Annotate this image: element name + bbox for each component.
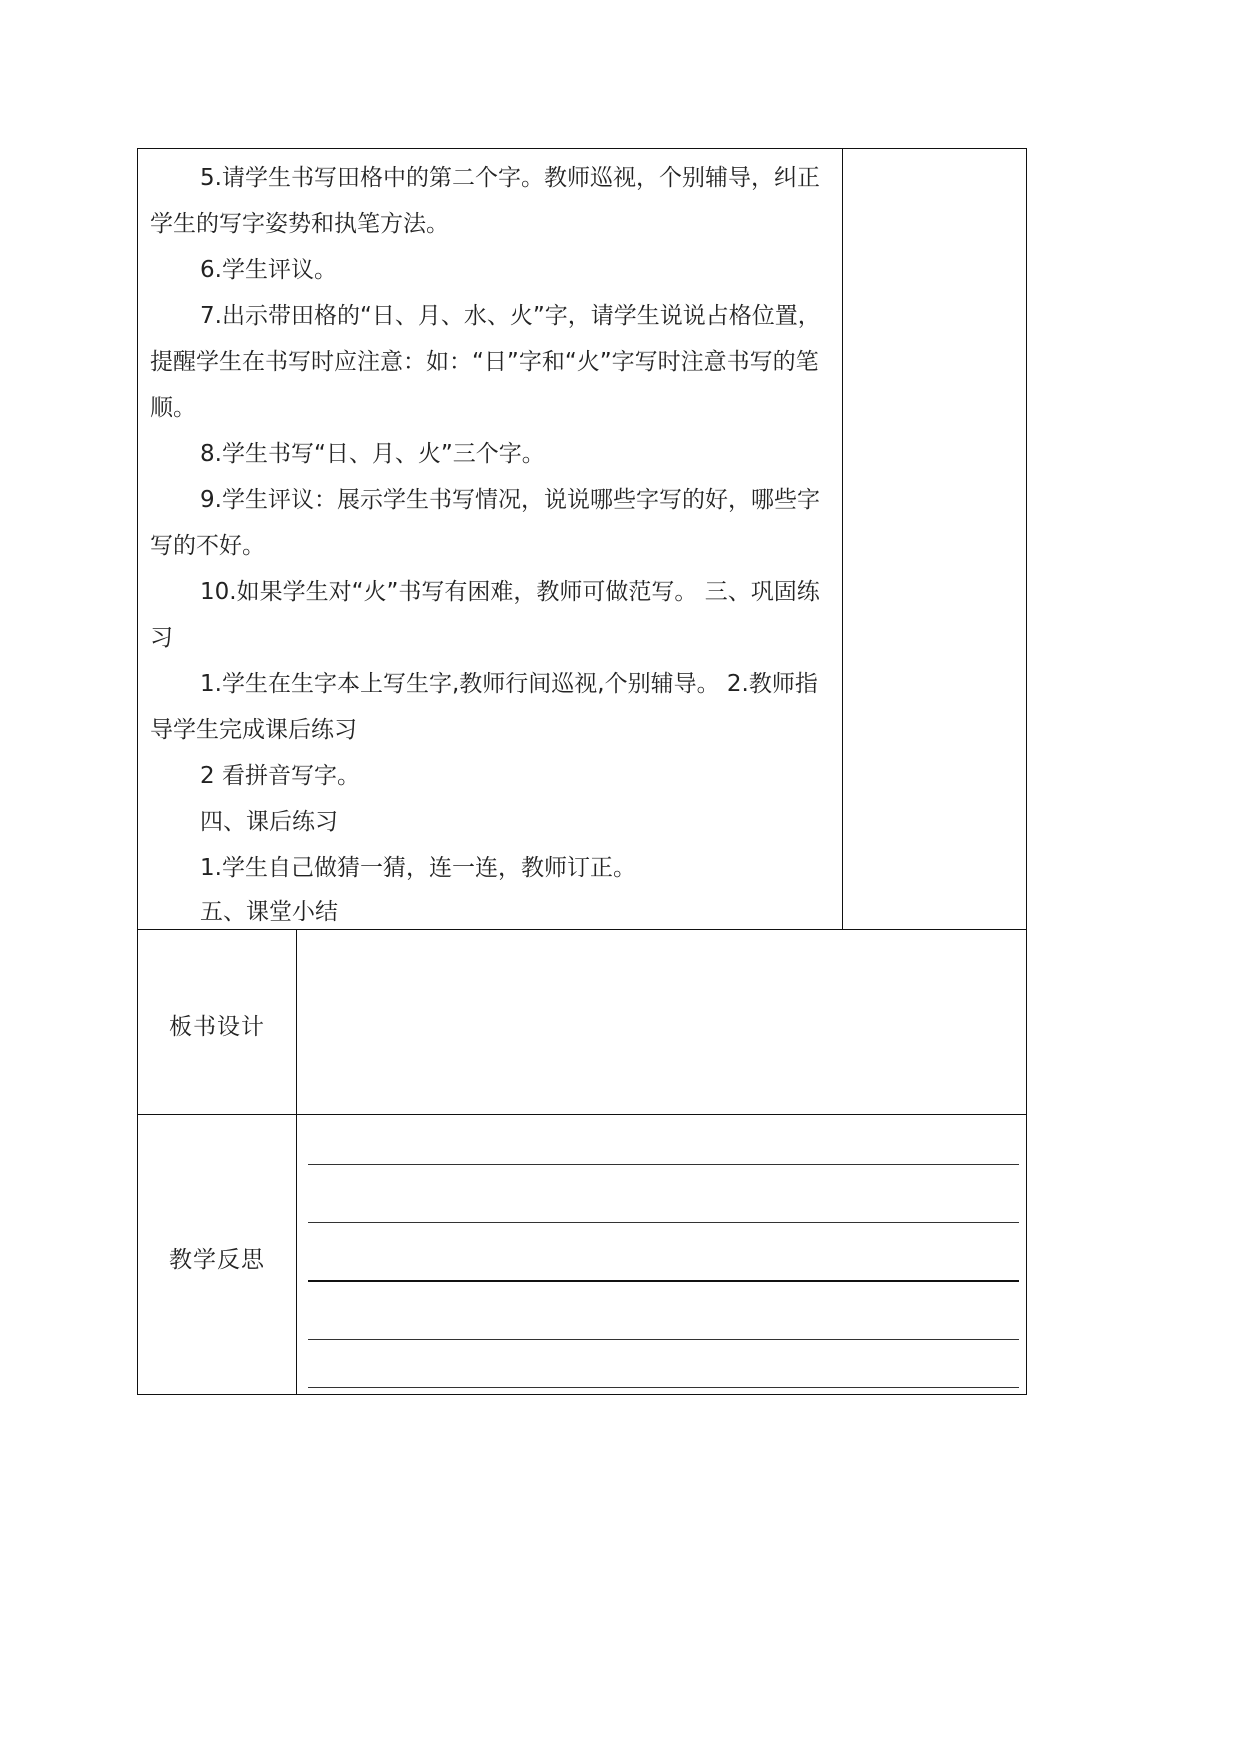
lesson-step-7: 7.出示带田格的“日、月、水、火”字，请学生说说占格位置，提醒学生在书写时应注意：如：“日”字和“火”字写时注意书写的笔顺。 (150, 303, 821, 421)
homework-step-1: 1.学生自己做猜一猜，连一连，教师订正。 (200, 855, 636, 881)
section-homework-heading: 四、课后练习 (200, 809, 338, 835)
lesson-step-9: 9.学生评议：展示学生书写情况，说说哪些字写的好，哪些字写的不好。 (150, 487, 820, 559)
reflection-label: 教学反思 (169, 1247, 265, 1273)
row-divider-reflection (137, 1114, 1027, 1115)
reflection-writing-line (308, 1339, 1019, 1340)
practice-step-2: 2 看拼音写字。 (200, 763, 360, 789)
lesson-step-6: 6.学生评议。 (200, 257, 337, 283)
section-summary-heading: 五、课堂小结 (200, 899, 338, 925)
reflection-writing-line (308, 1164, 1019, 1165)
reflection-writing-line (308, 1387, 1019, 1388)
board-design-label: 板书设计 (169, 1014, 265, 1040)
lesson-step-8: 8.学生书写“日、月、火”三个字。 (200, 441, 545, 467)
reflection-writing-line (308, 1222, 1019, 1223)
lesson-step-10: 10.如果学生对“火”书写有困难，教师可做范写。 三、巩固练习 (150, 579, 820, 651)
practice-step-1: 1.学生在生字本上写生字,教师行间巡视,个别辅导。 2.教师指导学生完成课后练习 (150, 671, 818, 743)
column-divider-label (296, 929, 297, 1395)
column-divider-right (842, 148, 843, 930)
reflection-writing-line (308, 1280, 1019, 1282)
lesson-step-5: 5.请学生书写田格中的第二个字。教师巡视，个别辅导，纠正学生的写字姿势和执笔方法。 (150, 165, 820, 237)
